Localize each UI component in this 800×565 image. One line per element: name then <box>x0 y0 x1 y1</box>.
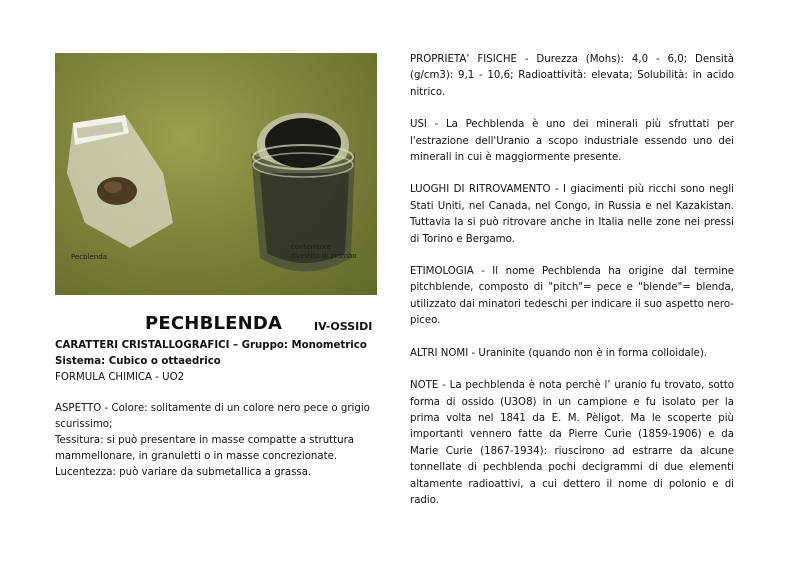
mineral-group: IV-OSSIDI <box>314 320 373 333</box>
lucentezza: Lucentezza: può variare da submetallica a grassa. <box>55 467 312 479</box>
sample-caption: Pecblenda <box>71 253 107 261</box>
right-column <box>410 52 734 525</box>
altri-nomi: ALTRI NOMI - Uraninite (quando non è in forma colloidale). <box>410 347 708 359</box>
container-caption <box>291 243 357 261</box>
container-caption-line2: rivestito di piombo <box>291 252 357 260</box>
note: NOTE - La pechblenda è nota perchè l’ uranio fu trovato, sotto forma di ossido (U3O8) in un campione e fu isolato per la prima volta nel 1841 da E. M. Pèligot. Ma le scoperte più importanti vennero fatte da Pierre Curie (1859-1906) e da Marie Curie (1867-1934): riuscirono ad estrarre da alcune tonnellate di pechblenda pochi decigrammi di due elementi altamente radioattivi, a cui dettero il nome di polonio e di radio. <box>410 380 734 506</box>
mineral-photo <box>55 53 377 295</box>
sample-bag <box>67 115 173 248</box>
etimologia: ETIMOLOGIA - Il nome Pechblenda ha origine dal termine pitchblende, composto di "pitch"= pece e "blende"= blenda, utilizzato dai minatori tedeschi per indicare il suo aspetto nero-piceo. <box>410 266 734 327</box>
usi: USI - La Pechblenda è uno dei minerali più sfruttati per l'estrazione dell'Uranio a scopo industriale essendo uno dei minerali in cui è maggiormente presente. <box>410 119 734 164</box>
proprieta-fisiche: PROPRIETA’ FISICHE - Durezza (Mohs): 4,0 - 6,0; Densità (g/cm3): 9,1 - 10,6; Radioattività: elevata; Solubilità: in acido nitrico. <box>410 54 734 98</box>
luoghi-di-ritrovamento: LUOGHI DI RITROVAMENTO - I giacimenti più ricchi sono negli Stati Uniti, nel Canada, nel Congo, in Russia e nel Kazakistan. Tuttavia la si può ritrovare anche in Italia nelle zone nei pressi di Torino e Bergamo. <box>410 184 734 245</box>
formula-chimica: FORMULA CHIMICA - UO2 <box>55 372 185 384</box>
mineral-title: PECHBLENDA <box>145 313 283 334</box>
aspetto: ASPETTO - Colore: solitamente di un colore nero pece o grigio scurissimo; <box>55 402 370 430</box>
spacer <box>55 387 377 401</box>
sistema: Sistema: Cubico o ottaedrico <box>55 356 221 368</box>
tessitura: Tessitura: si può presentare in masse compatte a struttura mammellonare, in granuletti o in masse concrezionate. <box>55 435 355 463</box>
container-caption-line1: contenitore <box>291 243 332 251</box>
caratteri-cristallografici: CARATTERI CRISTALLOGRAFICI – Gruppo: Monometrico <box>55 340 367 351</box>
left-column <box>55 338 377 482</box>
